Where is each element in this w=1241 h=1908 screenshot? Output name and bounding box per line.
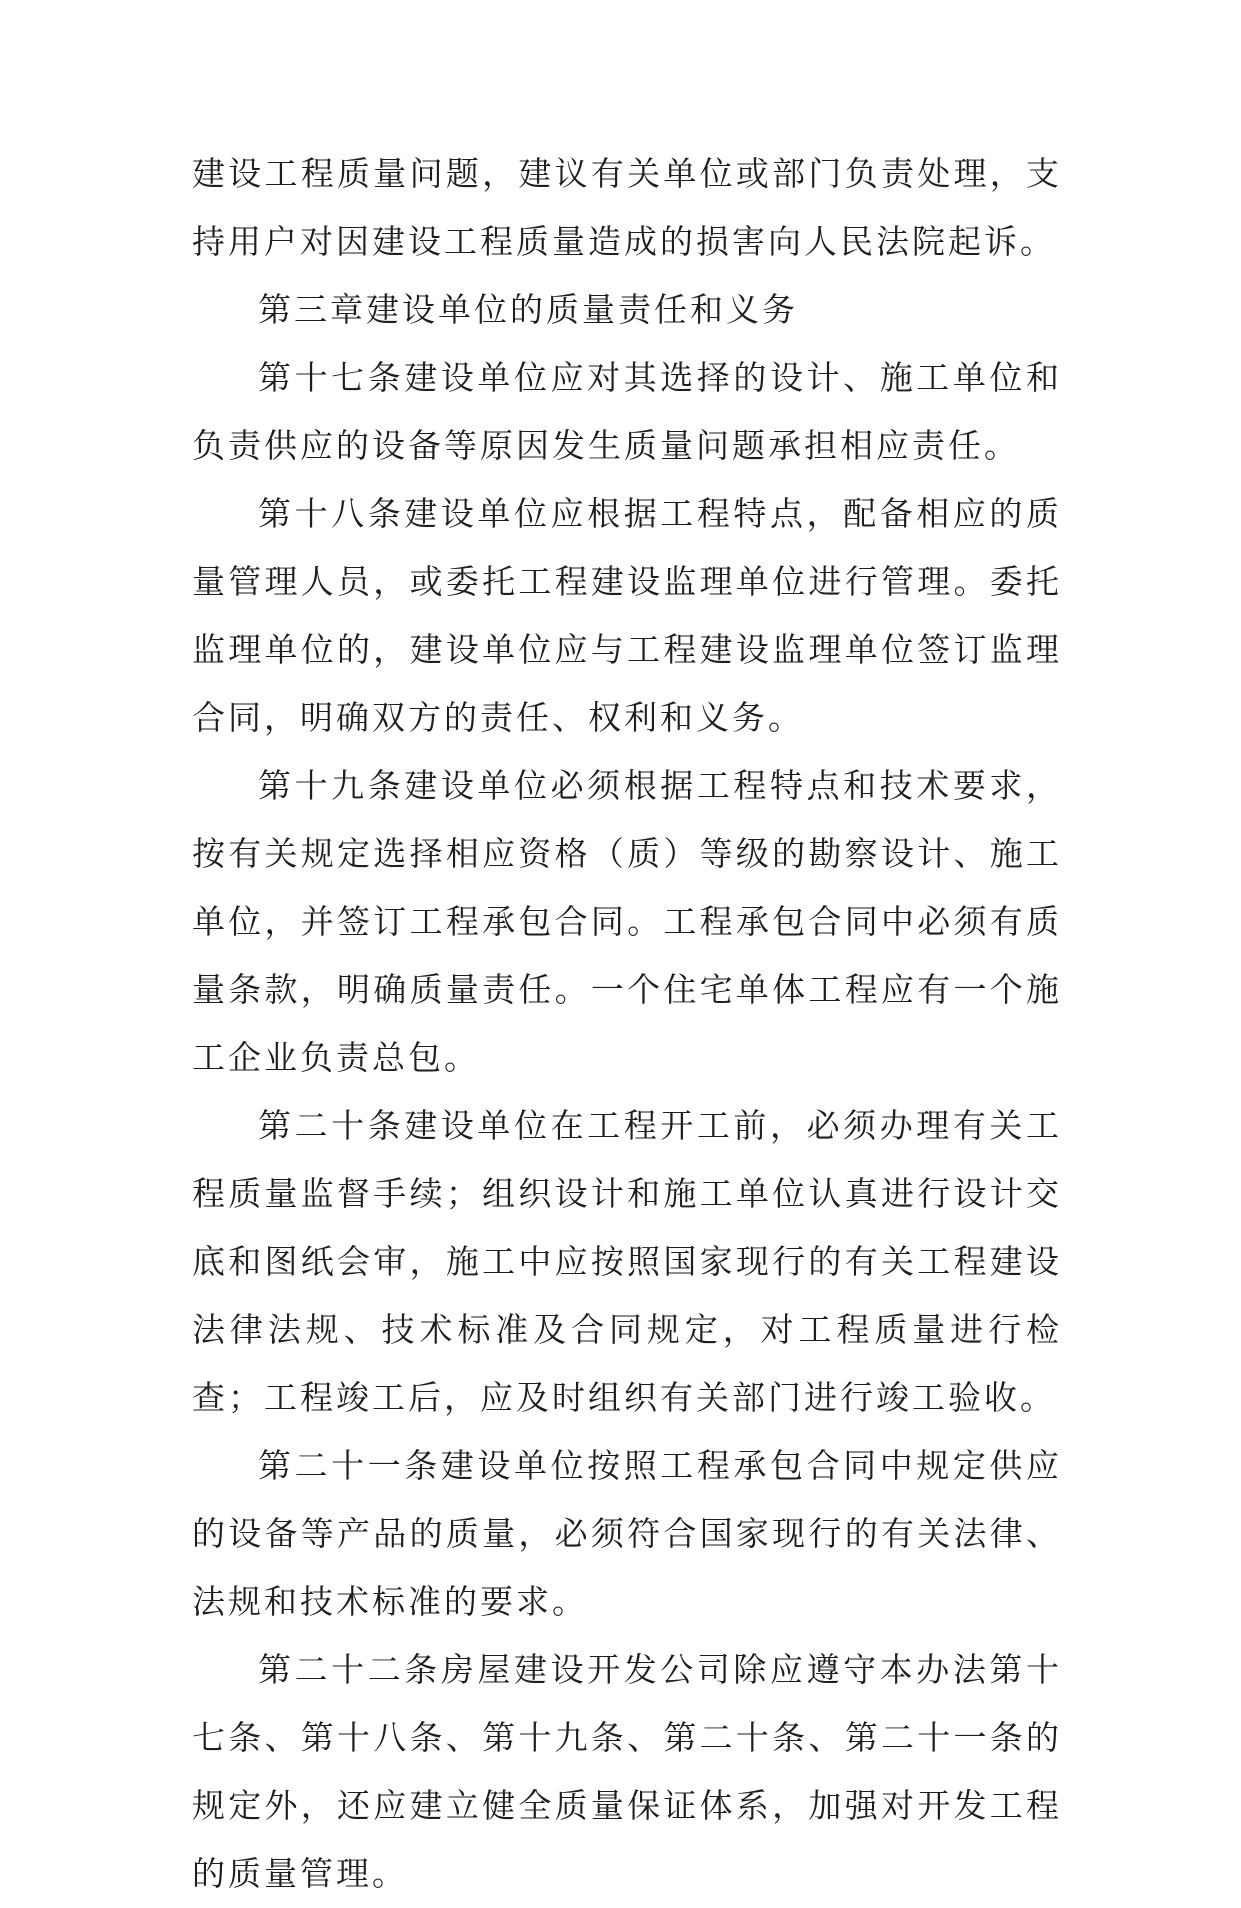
document-body (192, 140, 1062, 1908)
article-20: 第二十条建设单位在工程开工前，必须办理有关工程质量监督手续；组织设计和施工单位认真进行设计交底和图纸会审，施工中应按照国家现行的有关工程建设法律法规、技术标准及合同规定，对工程质量进行检查；工程竣工后，应及时组织有关部门进行竣工验收。 (192, 1106, 1062, 1417)
article-21: 第二十一条建设单位按照工程承包合同中规定供应的设备等产品的质量，必须符合国家现行的有关法律、法规和技术标准的要求。 (192, 1446, 1062, 1621)
article-18: 第十八条建设单位应根据工程特点，配备相应的质量管理人员，或委托工程建设监理单位进行管理。委托监理单位的，建设单位应与工程建设监理单位签订监理合同，明确双方的责任、权利和义务。 (192, 494, 1062, 737)
paragraph-continuation: 建设工程质量问题，建议有关单位或部门负责处理，支持用户对因建设工程质量造成的损害向人民法院起诉。 (192, 154, 1062, 261)
article-19: 第十九条建设单位必须根据工程特点和技术要求，按有关规定选择相应资格（质）等级的勘察设计、施工单位，并签订工程承包合同。工程承包合同中必须有质量条款，明确质量责任。一个住宅单体工程应有一个施工企业负责总包。 (192, 766, 1062, 1077)
chapter-heading: 第三章建设单位的质量责任和义务 (258, 290, 798, 329)
article-22: 第二十二条房屋建设开发公司除应遵守本办法第十七条、第十八条、第十九条、第二十条、第二十一条的规定外，还应建立健全质量保证体系，加强对开发工程的质量管理。 (192, 1650, 1062, 1893)
article-17: 第十七条建设单位应对其选择的设计、施工单位和负责供应的设备等原因发生质量问题承担相应责任。 (192, 358, 1062, 465)
